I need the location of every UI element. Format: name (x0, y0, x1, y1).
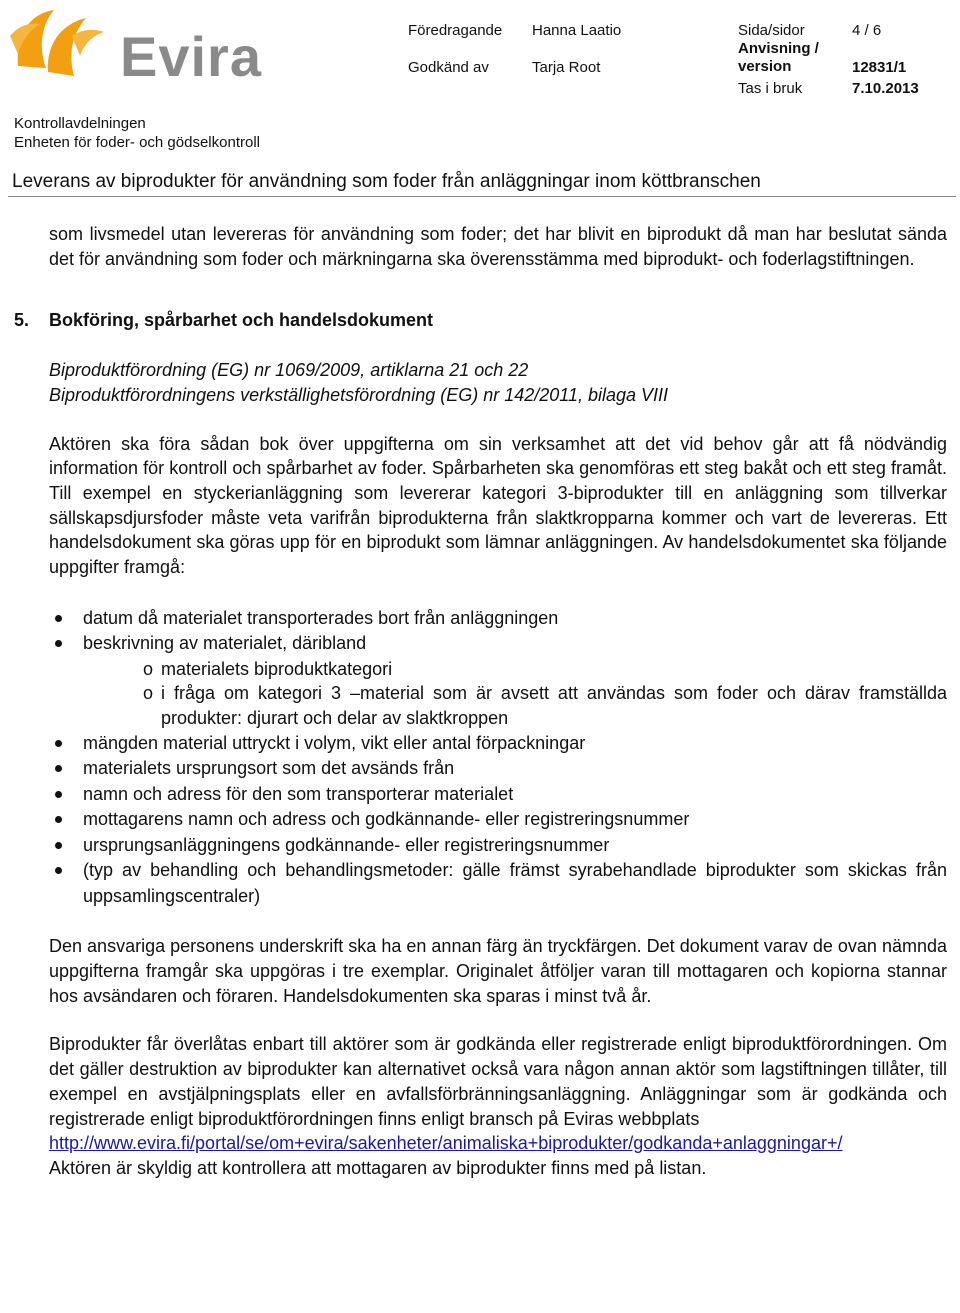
paragraph-bookkeeping: Aktören ska föra sådan bok över uppgifterna om sin verksamhet att det vid behov går att få nödvändig information för kontroll och spårbarhet av foder. Spårbarheten ska genomföras ett steg bakåt och ett steg framåt. Till exempel en styckerianläggning som levererar kategori 3-biprodukter till en anläggning som tillverkar sällskapsdjursfoder måste veta varifrån biprodukterna från slaktkropparna kommer och vart de levereras. Ett handelsdokument ska göras upp för en biprodukt som lämnar anläggningen. Av handelsdokumentet ska följande uppgifter framgå: (49, 433, 947, 578)
closing-sentence: Aktören är skyldig att kontrollera att mottagaren av biprodukter finns med på listan. (49, 1157, 707, 1178)
presenter-label: Föredragande (408, 22, 503, 39)
version-value: 12831/1 (852, 59, 907, 76)
reference-implementing-regulation: Biproduktförordningens verkställighetsförordning (EG) nr 142/2011, bilaga VIII (49, 384, 669, 405)
bullet-icon (55, 867, 62, 874)
org-department: Kontrollavdelningen (14, 115, 146, 132)
paragraph-signature: Den ansvariga personens underskrift ska ha en annan färg än tryckfärgen. Det dokument varav de ovan nämnda uppgifterna framgår ska uppgöras i tre exemplar. Originalet åtföljer varan till mottagaren och kopiorna stannar hos avsändaren och föraren. Handelsdokumenten ska sparas i minst två år. (49, 936, 947, 1006)
page-value: 4 / 6 (852, 22, 882, 39)
intro-paragraph: som livsmedel utan levereras för användning som foder; det har blivit en biprodukt då man har beslutat sända det för användning som foder och märkningarna ska överensstämma med biprodukt- och foderlagstiftningen. (49, 224, 947, 269)
bullet-icon (55, 791, 62, 798)
bullet-icon (55, 816, 62, 823)
bullet-icon (55, 615, 62, 622)
evira-logo (8, 6, 262, 90)
bullet-icon (55, 765, 62, 772)
list-item: (typ av behandling och behandlingsmetoder: gälle främst syrabehandlade biprodukter som skickas från uppsamlingscentraler) (49, 858, 947, 909)
list-item: ursprungsanläggningens godkännande- eller registreringsnummer (49, 833, 947, 859)
list-item: namn och adress för den som transporterar materialet (49, 782, 947, 808)
section-heading (14, 308, 912, 333)
link-container (49, 1131, 947, 1156)
logo-wordmark: Evira (120, 25, 262, 88)
version-label: Anvisning / version (738, 40, 819, 75)
bullet-icon (55, 640, 62, 647)
sub-bullet-marker: o (143, 683, 154, 704)
org-unit: Enheten för foder- och gödselkontroll (14, 134, 260, 151)
sub-list (83, 657, 947, 731)
in-use-label: Tas i bruk (738, 80, 803, 97)
reference-regulation: Biproduktförordning (EG) nr 1069/2009, artiklarna 21 och 22 (49, 360, 529, 381)
sub-list-item: o i fråga om kategori 3 –material som är avsett att användas som foder och därav framställda produkter: djurart och delar av slaktkroppen (143, 683, 947, 729)
list-item: mängden material uttryckt i volym, vikt eller antal förpackningar (49, 731, 947, 757)
approved-label: Godkänd av (408, 59, 489, 76)
section-number: 5. (14, 310, 30, 331)
document-body (14, 222, 947, 1181)
page-label: Sida/sidor (738, 22, 805, 39)
list-item: datum då materialet transporterades bort från anläggningen (49, 606, 947, 632)
sub-bullet-marker: o (143, 658, 154, 679)
approved-value: Tarja Root (532, 59, 601, 76)
presenter-value: Hanna Laatio (532, 22, 622, 39)
document-title: Leverans av biprodukter för användning som foder från anläggningar inom köttbranschen (12, 171, 761, 192)
paragraph-transfer: Biprodukter får överlåtas enbart till aktörer som är godkända eller registrerade enligt biproduktförordningen. Om det gäller destruktion av biprodukter kan alternativet också vara någon annan aktör som lagstiftningen tillåter, till exempel en avstjälpningsplats eller en avfallsförbränningsanläggning. Anläggningar som är godkända och registrerade enligt biproduktförordningen finns enligt bransch på Eviras webbplats (49, 1034, 947, 1129)
list-item: materialets ursprungsort som det avsänds från (49, 756, 947, 782)
in-use-value: 7.10.2013 (852, 80, 919, 97)
sub-list-item: o materialets biproduktkategori (141, 657, 947, 682)
section-title: Bokföring, spårbarhet och handelsdokument (49, 310, 434, 331)
header-divider (8, 196, 956, 197)
list-item: beskrivning av materialet, däribland o materialets biproduktkategori o i fråga om kategori 3 –material som är avsett att användas som foder och därav framställda produkter: djurart och delar av slaktkroppen (49, 631, 947, 731)
evira-approved-list-link[interactable]: http://www.evira.fi/portal/se/om+evira/sakenheter/animaliska+biprodukter/godkanda+anlaggningar+/ (49, 1133, 843, 1154)
references (49, 358, 947, 407)
trade-document-requirements (49, 606, 947, 910)
bullet-icon (55, 842, 62, 849)
bullet-icon (55, 740, 62, 747)
list-item: mottagarens namn och adress och godkännande- eller registreringsnummer (49, 807, 947, 833)
